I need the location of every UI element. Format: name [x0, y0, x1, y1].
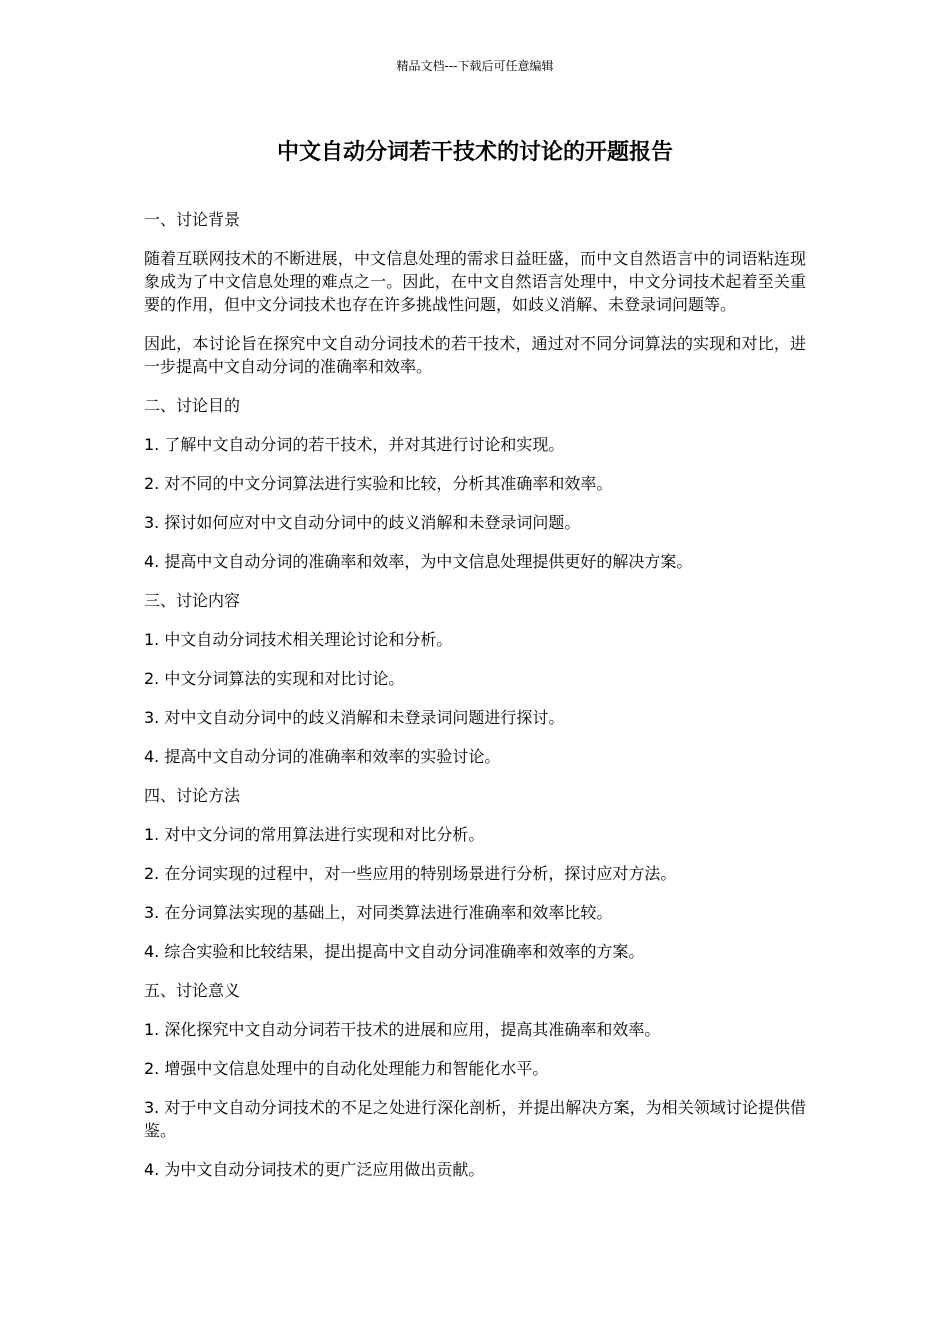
content-item: 4. 提高中文自动分词的准确率和效率的实验讨论。 — [144, 747, 501, 766]
purpose-item: 2. 对不同的中文分词算法进行实验和比较，分析其准确率和效率。 — [144, 474, 613, 493]
document-body — [144, 208, 806, 1197]
header-note: 精品文档---下载后可任意编辑 — [396, 59, 554, 73]
significance-item: 1. 深化探究中文自动分词若干技术的进展和应用，提高其准确率和效率。 — [144, 1020, 661, 1039]
purpose-item: 1. 了解中文自动分词的若干技术，并对其进行讨论和实现。 — [144, 435, 565, 454]
content-item: 3. 对中文自动分词中的歧义消解和未登录词问题进行探讨。 — [144, 708, 565, 727]
method-item: 1. 对中文分词的常用算法进行实现和对比分析。 — [144, 825, 485, 844]
significance-item: 3. 对于中文自动分词技术的不足之处进行深化剖析，并提出解决方案，为相关领域讨论提供借鉴。 — [144, 1098, 806, 1140]
section-heading-purpose: 二、讨论目的 — [144, 396, 241, 415]
section-heading-content: 三、讨论内容 — [144, 591, 241, 610]
content-item: 2. 中文分词算法的实现和对比讨论。 — [144, 669, 405, 688]
purpose-item: 3. 探讨如何应对中文自动分词中的歧义消解和未登录词问题。 — [144, 513, 581, 532]
background-paragraph-1: 随着互联网技术的不断进展，中文信息处理的需求日益旺盛，而中文自然语言中的词语粘连现象成为了中文信息处理的难点之一。因此，在中文自然语言处理中，中文分词技术起着至关重要的作用，但中文分词技术也存在许多挑战性问题，如歧义消解、未登录词问题等。 — [144, 249, 806, 314]
purpose-item: 4. 提高中文自动分词的准确率和效率，为中文信息处理提供更好的解决方案。 — [144, 552, 693, 571]
method-item: 4. 综合实验和比较结果，提出提高中文自动分词准确率和效率的方案。 — [144, 942, 645, 961]
section-heading-background: 一、讨论背景 — [144, 210, 241, 229]
background-paragraph-2: 因此，本讨论旨在探究中文自动分词技术的若干技术，通过对不同分词算法的实现和对比，进一步提高中文自动分词的准确率和效率。 — [144, 334, 806, 376]
significance-item: 4. 为中文自动分词技术的更广泛应用做出贡献。 — [144, 1160, 485, 1179]
section-heading-significance: 五、讨论意义 — [144, 981, 241, 1000]
content-item: 1. 中文自动分词技术相关理论讨论和分析。 — [144, 630, 453, 649]
method-item: 2. 在分词实现的过程中，对一些应用的特别场景进行分析，探讨应对方法。 — [144, 864, 677, 883]
significance-item: 2. 增强中文信息处理中的自动化处理能力和智能化水平。 — [144, 1059, 549, 1078]
method-item: 3. 在分词算法实现的基础上，对同类算法进行准确率和效率比较。 — [144, 903, 613, 922]
document-title: 中文自动分词若干技术的讨论的开题报告 — [276, 140, 673, 165]
section-heading-method: 四、讨论方法 — [144, 786, 241, 805]
